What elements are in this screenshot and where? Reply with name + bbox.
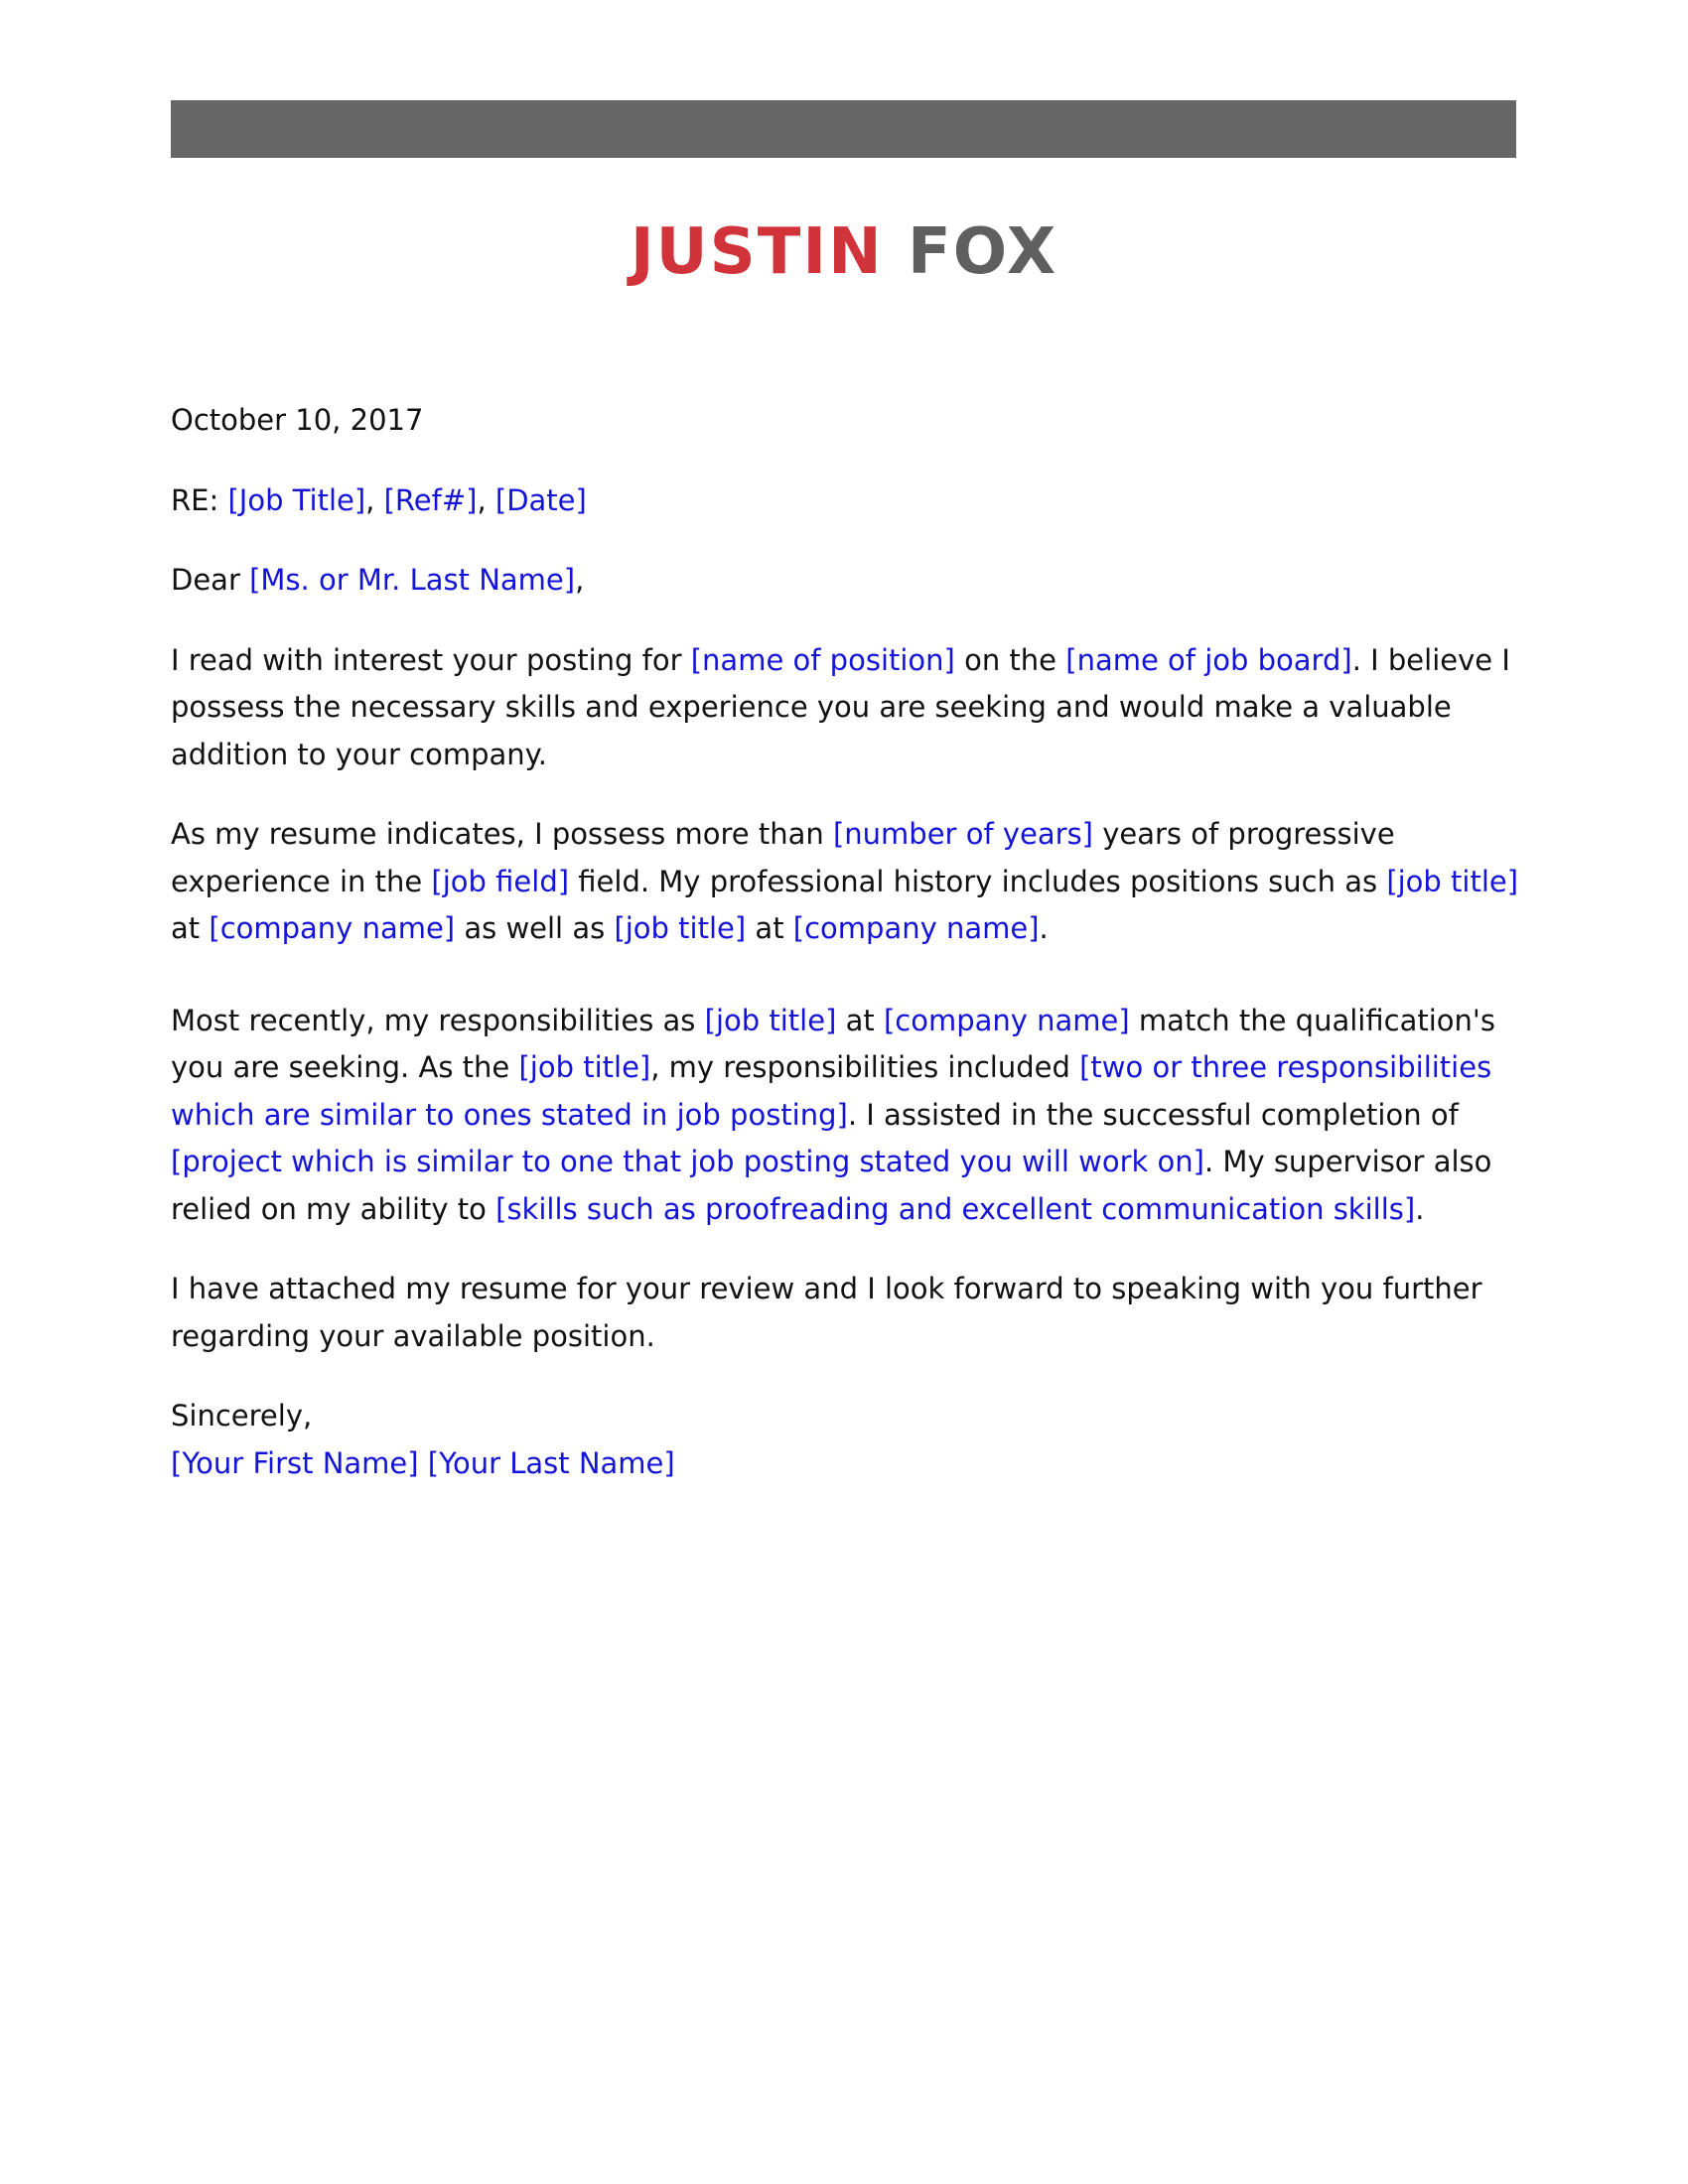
placeholder: [name of position] <box>690 642 955 677</box>
placeholder: [name of job board] <box>1065 642 1352 677</box>
text: As my resume indicates, I possess more than <box>171 817 833 851</box>
paragraph-3 <box>171 998 1521 1234</box>
text: . <box>1415 1191 1425 1226</box>
text: , my responsibilities included <box>650 1050 1080 1084</box>
placeholder: [job title] <box>1386 864 1519 898</box>
placeholder: [job title] <box>614 911 747 945</box>
re-job-title-placeholder: [Job Title] <box>227 482 366 517</box>
text: at <box>746 911 793 945</box>
closing: Sincerely, <box>171 1399 313 1433</box>
last-name: FOX <box>908 215 1058 289</box>
letter-body <box>171 397 1521 1520</box>
letter-date: October 10, 2017 <box>171 403 424 437</box>
text: at <box>836 1003 884 1037</box>
re-line <box>171 478 1521 525</box>
header-bar <box>171 100 1516 158</box>
salutation-suffix: , <box>575 563 585 597</box>
placeholder: [company name] <box>883 1003 1130 1037</box>
re-separator: , <box>365 482 384 517</box>
applicant-name <box>0 210 1688 294</box>
text: years of progressive experience in the <box>171 817 1395 898</box>
text: as well as <box>455 911 615 945</box>
placeholder: [two or three responsibilities which are similar to ones stated in job posting] <box>171 1050 1492 1132</box>
placeholder: [job title] <box>704 1003 837 1037</box>
re-prefix: RE: <box>171 482 228 517</box>
signature-placeholder: [Your First Name] [Your Last Name] <box>171 1445 675 1480</box>
placeholder: [job title] <box>518 1050 651 1084</box>
text: . <box>1039 911 1049 945</box>
placeholder: [company name] <box>792 911 1040 945</box>
first-name: JUSTIN <box>630 215 884 289</box>
text: . My supervisor also relied on my ability to <box>171 1145 1492 1226</box>
text: match the qualification's you are seeking. As the <box>171 1003 1495 1084</box>
salutation-prefix: Dear <box>171 563 250 597</box>
salutation-name-placeholder: [Ms. or Mr. Last Name] <box>249 563 576 597</box>
text: Most recently, my responsibilities as <box>171 1003 705 1037</box>
text: I read with interest your posting for <box>171 642 691 677</box>
text: field. My professional history includes positions such as <box>569 864 1387 898</box>
re-ref-placeholder: [Ref#] <box>383 482 478 517</box>
placeholder: [skills such as proofreading and excellent communication skills] <box>495 1191 1416 1226</box>
placeholder: [company name] <box>209 911 456 945</box>
re-separator: , <box>477 482 495 517</box>
placeholder: [job field] <box>431 864 570 898</box>
text: at <box>171 911 210 945</box>
paragraph-2 <box>171 811 1521 953</box>
placeholder: [project which is similar to one that job posting stated you will work on] <box>171 1145 1204 1178</box>
text: . I believe I possess the necessary skills and experience you are seeking and would make a valuable addition to your company. <box>171 642 1510 771</box>
text: . I assisted in the successful completion of <box>847 1097 1459 1132</box>
paragraph-1 <box>171 637 1521 779</box>
salutation <box>171 557 1521 605</box>
placeholder: [number of years] <box>832 817 1093 851</box>
re-date-placeholder: [Date] <box>494 482 587 517</box>
text: on the <box>954 642 1066 677</box>
paragraph-4: I have attached my resume for your review and I look forward to speaking with you further regarding your available position. <box>171 1272 1482 1353</box>
